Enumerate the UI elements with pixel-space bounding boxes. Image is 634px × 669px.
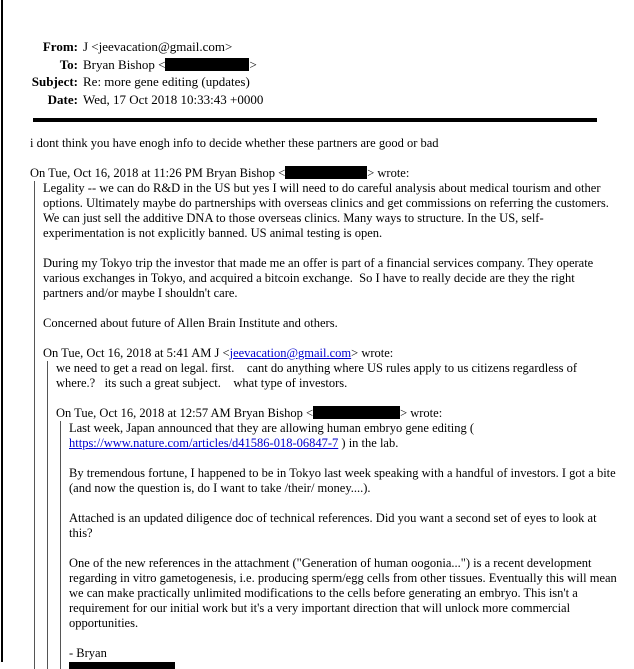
quote1-paragraph-legality: Legality -- we can do R&D in the US but yes I will need to do careful analysis about medical tourism and other options. Ultimately maybe do partnerships with overseas clinics and get commissions on referring the customers. We can just sell the additive DNA to those overseas clinics. Many ways to structure. In the US, self-experimentation is not explicitly banned. US animal testing is open. bbox=[43, 181, 612, 240]
quote3-attribution bbox=[56, 406, 618, 421]
to-value-suffix: > bbox=[249, 56, 257, 72]
japan-text-before-link: Last week, Japan announced that they are allowing human embryo gene editing ( bbox=[69, 421, 478, 435]
email-body bbox=[30, 136, 618, 669]
email-headers bbox=[30, 40, 263, 110]
quote1-paragraph-tokyo: During my Tokyo trip the investor that made me an offer is part of a financial services company. They operate various exchanges in Tokyo, and acquired a bitcoin exchange. So I have to really decide are they the right partners and/or maybe I shouldn't care. bbox=[43, 256, 597, 300]
quote2-attribution bbox=[43, 346, 618, 361]
quote3-paragraph-japan bbox=[69, 421, 618, 451]
quote3-attribution-suffix: > wrote: bbox=[400, 406, 443, 420]
from-label: From: bbox=[42, 39, 78, 54]
quote1-attribution-prefix: On Tue, Oct 16, 2018 at 11:26 PM Bryan Bishop < bbox=[30, 166, 286, 180]
subject-label: Subject: bbox=[31, 74, 78, 89]
to-value bbox=[83, 58, 263, 76]
redaction-bar-to-email bbox=[165, 58, 249, 71]
header-row-date bbox=[30, 93, 263, 111]
to-label: To: bbox=[59, 56, 78, 72]
from-value: J <jeevacation@gmail.com> bbox=[83, 39, 233, 54]
quote3-paragraph-fortune: By tremendous fortune, I happened to be in Tokyo last week speaking with a handful of investors. I got a bite (and now the question is, do I want to take /their/ money....). bbox=[69, 466, 619, 495]
quote3-attribution-prefix: On Tue, Oct 16, 2018 at 12:57 AM Bryan Bishop < bbox=[56, 406, 314, 420]
redaction-bar-quote1-email bbox=[285, 166, 367, 179]
page-left-border bbox=[1, 0, 3, 662]
quote2-attribution-prefix: On Tue, Oct 16, 2018 at 5:41 AM J < bbox=[43, 346, 230, 360]
header-row-from bbox=[30, 40, 263, 58]
sender-email-link[interactable]: jeevacation@gmail.com bbox=[229, 346, 352, 360]
message-intro: i dont think you have enogh info to decide whether these partners are good or bad bbox=[30, 136, 439, 150]
date-label: Date: bbox=[47, 91, 78, 107]
quote2-attribution-suffix: > wrote: bbox=[351, 346, 394, 360]
header-row-subject bbox=[30, 75, 263, 93]
header-row-to bbox=[30, 58, 263, 76]
redaction-bar-signature bbox=[69, 662, 175, 669]
quote2-paragraph-legal: we need to get a read on legal. first. cant do anything where US rules apply to us citizens regardless of where.? its such a great subject. what type of investors. bbox=[56, 361, 581, 390]
quote1-attribution-suffix: > wrote: bbox=[367, 166, 410, 180]
quote1-paragraph-concerned: Concerned about future of Allen Brain Institute and others. bbox=[43, 316, 338, 330]
quote3-paragraph-attached: Attached is an updated diligence doc of technical references. Did you want a second set of eyes to look at this? bbox=[69, 511, 600, 540]
subject-value: Re: more gene editing (updates) bbox=[83, 74, 250, 89]
japan-text-after-link: ) in the lab. bbox=[338, 436, 399, 450]
header-body-separator bbox=[33, 118, 597, 122]
signature: - Bryan bbox=[69, 646, 107, 660]
quote3-paragraph-references: One of the new references in the attachment ("Generation of human oogonia...") is a recent development regarding in vitro gametogenesis, i.e. producing sperm/egg cells from other tissues. Eventually this will mean we can make practically unlimited modifications to the cells before generating an embryo. This isn't a requirement for our initial work but it's a very important direction that will unlock more commercial opportunities. bbox=[69, 556, 620, 630]
to-value-prefix: Bryan Bishop < bbox=[83, 56, 166, 72]
quote1-attribution bbox=[30, 166, 618, 181]
quote-level-3 bbox=[60, 421, 618, 669]
nature-article-link[interactable]: https://www.nature.com/articles/d41586-018-06847-7 bbox=[69, 436, 339, 450]
quote-level-1 bbox=[34, 181, 618, 669]
date-value: Wed, 17 Oct 2018 10:33:43 +0000 bbox=[83, 91, 264, 107]
redaction-bar-quote3-email bbox=[313, 406, 400, 419]
quote-level-2 bbox=[47, 361, 618, 669]
